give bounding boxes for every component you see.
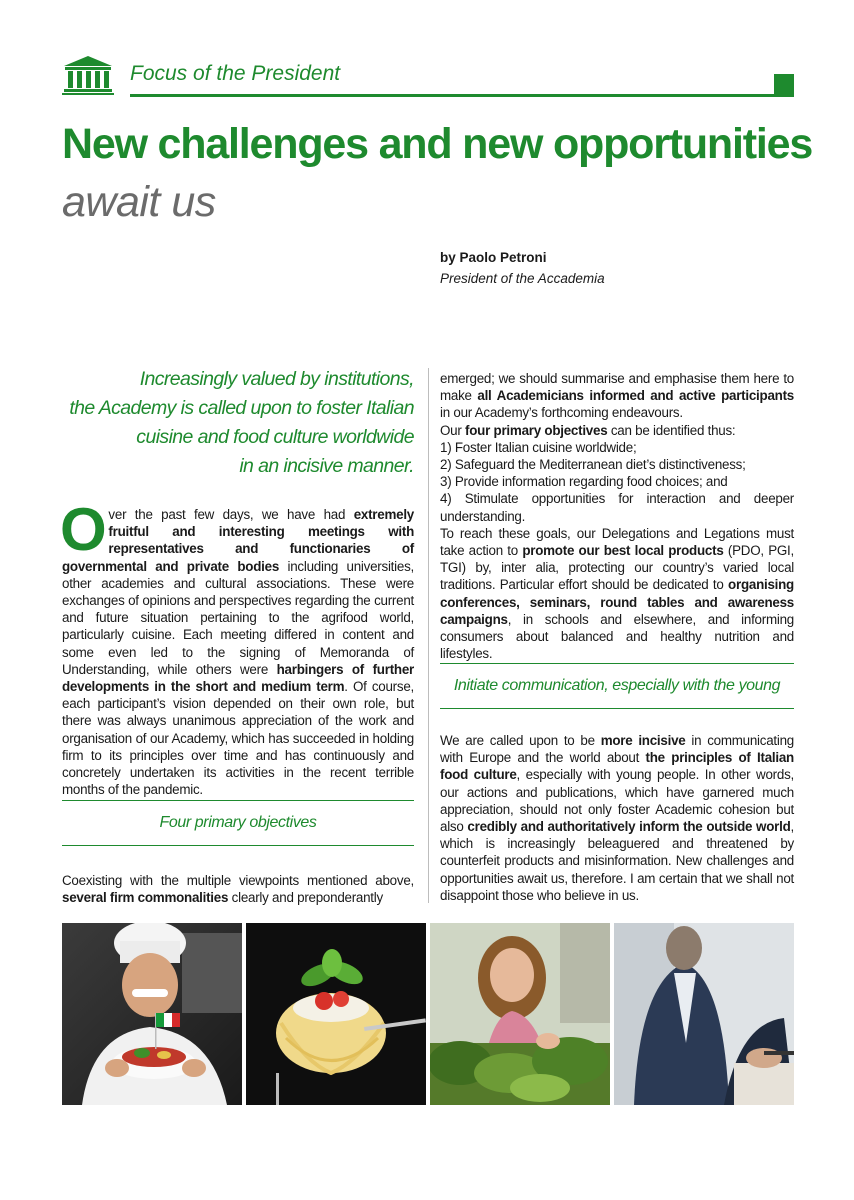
right-column-text (440, 370, 794, 662)
intro-paragraph: Over the past few days, we have had extremely fruitful and interesting meetings with representatives and functionaries of governmental and private bodies including universities, other academies and cultural associations. These were exchanges of opinions and perspectives regarding the current and future situation pertaining to the agrifood world, particularly cuisine. Each meeting differed in content and some even led to the signing of Memoranda of Understanding, while others were harbingers of further developments in the short and medium term. Of course, each participant’s vision depended on their own role, but there was always unanimous appreciation of the work and organisation of our Academy, which has succeeded in holding firm to its principles over time and has continuously and concretely undertaken its activities in the recent terrible months of the pandemic. (60, 496, 414, 798)
section-header (62, 52, 794, 98)
pull-quote-line: the Academy is called upon to foster Italian (69, 397, 414, 419)
subhead-four-objectives: Four primary objectives (62, 800, 414, 846)
byline: by Paolo Petroni (440, 250, 547, 265)
pull-quote-line: Increasingly valued by institutions, (139, 368, 414, 390)
chef-with-italian-flag-photo (62, 923, 242, 1105)
article-title: New challenges and new opportunities (62, 120, 813, 168)
pull-quote-line: in an incisive manner. (239, 455, 414, 477)
objectives-paragraph: Coexisting with the multiple viewpoints mentioned above, several firm commonalities clearly and preponderantly (62, 873, 414, 906)
paragraph: Our four primary objectives can be identified thus: (440, 422, 736, 438)
woman-with-vegetables-photo (430, 923, 610, 1105)
author-role: President of the Accademia (440, 271, 605, 286)
list-item: 1) Foster Italian cuisine worldwide; (440, 439, 637, 455)
pasta-on-fork-photo (246, 923, 426, 1105)
subhead-communication: Initiate communication, especially with the young (440, 663, 794, 709)
drop-cap: O (60, 496, 107, 563)
list-item: 4) Stimulate opportunities for interaction and deeper understanding. (440, 491, 794, 524)
section-title: Focus of the President (130, 62, 341, 85)
business-meeting-photo (614, 923, 794, 1105)
header-rule (130, 94, 794, 97)
column-divider (428, 368, 429, 903)
pull-quote-line: cuisine and food culture worldwide (136, 426, 414, 448)
list-item: 2) Safeguard the Mediterranean diet’s distinctiveness; (440, 457, 746, 473)
header-square (774, 74, 794, 94)
paragraph: emerged; we should summarise and emphasise them here to make all Academicians informed and active participants in our Academy’s forthcoming endeavours. (440, 371, 794, 421)
communication-paragraph: We are called upon to be more incisive in communicating with Europe and the world about the principles of Italian food culture, especially with young people. In other words, our actions and publications, which have garnered much appreciation, should not only foster Academic cohesion but also credibly and authoritatively inform the outside world, which is increasingly beleaguered and threatened by counterfeit products and misinformation. New challenges and opportunities await us, therefore. I am certain that we shall not disappoint those who believe in us. (440, 733, 794, 903)
article-subtitle: await us (62, 178, 216, 226)
temple-icon (62, 55, 114, 95)
paragraph: To reach these goals, our Delegations and Legations must take action to promote our best local products (PDO, PGI, TGI) by, inter alia, protecting our country’s varied local traditions. Particular effort should be dedicated to organising conferences, seminars, round tables and awareness campaigns, in schools and elsewhere, and informing consumers about balanced and healthy nutrition and lifestyles. (440, 525, 794, 662)
pull-quote (62, 365, 414, 481)
list-item: 3) Provide information regarding food choices; and (440, 474, 728, 490)
